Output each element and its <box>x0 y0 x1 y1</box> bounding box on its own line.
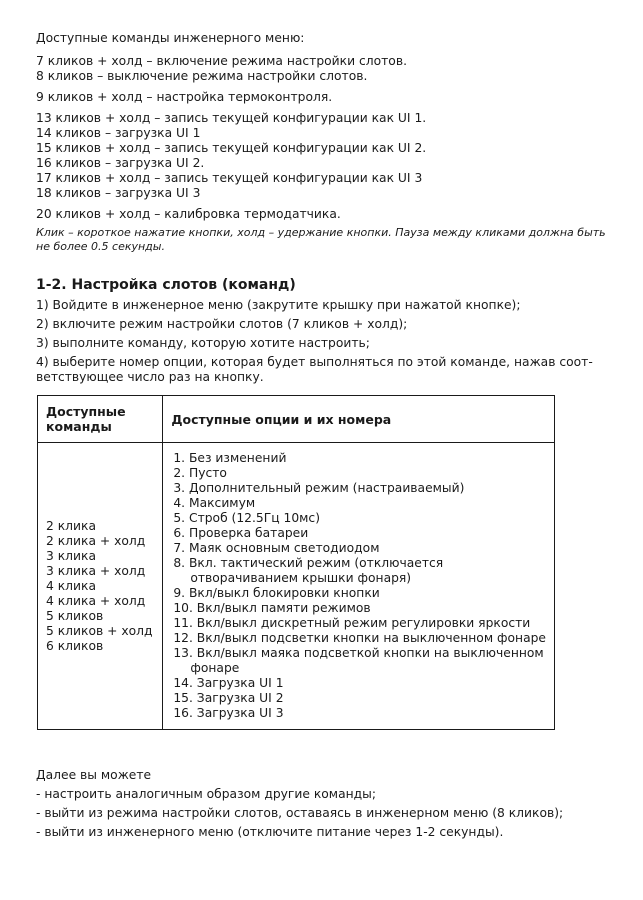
step-item: 4) выберите номер опции, которая будет выполняться по этой команде, нажав соот-ветствующее число раз на кнопку. <box>36 355 593 384</box>
option-item: 10. Вкл/выкл памяти режимов <box>173 601 371 615</box>
options-table <box>37 395 555 730</box>
options-cell <box>163 443 555 730</box>
option-item: 8. Вкл. тактический режим (отключается <box>173 556 444 570</box>
command-item: 4 клика <box>46 578 96 593</box>
command-group <box>36 54 611 84</box>
command-group <box>36 90 611 105</box>
footer-line: - выйти из режима настройки слотов, оставаясь в инженерном меню (8 кликов); <box>36 806 564 820</box>
command-line: 9 кликов + холд – настройка термоконтроля. <box>36 90 333 104</box>
command-line: 18 кликов – загрузка UI 3 <box>36 186 201 200</box>
commands-cell <box>38 443 163 730</box>
option-item: 7. Маяк основным светодиодом <box>173 541 380 555</box>
option-item: 4. Максимум <box>173 496 256 510</box>
option-item: фонаре <box>190 661 240 675</box>
command-item: 2 клика <box>46 518 96 533</box>
option-item: 12. Вкл/выкл подсветки кнопки на выключенном фонаре <box>173 631 546 645</box>
header-commands: Доступные команды <box>38 396 163 443</box>
footer-line: - выйти из инженерного меню (отключите питание через 1-2 секунды). <box>36 825 504 839</box>
step-item: 3) выполните команду, которую хотите настроить; <box>36 336 370 350</box>
command-item: 5 кликов <box>46 608 104 623</box>
option-item: 6. Проверка батареи <box>173 526 309 540</box>
section-title: 1-2. Настройка слотов (команд) <box>36 277 296 293</box>
command-line: 8 кликов – выключение режима настройки слотов. <box>36 69 368 83</box>
command-item: 3 клика <box>46 548 96 563</box>
command-line: 14 кликов – загрузка UI 1 <box>36 126 201 140</box>
footer-text <box>36 768 611 840</box>
command-line: 20 кликов + холд – калибровка термодатчика. <box>36 207 341 221</box>
option-item: 3. Дополнительный режим (настраиваемый) <box>173 481 465 495</box>
option-item: 16. Загрузка UI 3 <box>173 706 284 720</box>
command-item: 3 клика + холд <box>46 563 146 578</box>
command-line: 13 кликов + холд – запись текущей конфигурации как UI 1. <box>36 111 427 125</box>
intro-heading: Доступные команды инженерного меню: <box>36 31 305 45</box>
option-item: 2. Пусто <box>173 466 227 480</box>
header-options: Доступные опции и их номера <box>163 396 555 443</box>
command-line: 16 кликов – загрузка UI 2. <box>36 156 205 170</box>
command-item: 6 кликов <box>46 638 104 653</box>
command-item: 5 кликов + холд <box>46 623 153 638</box>
option-item: 14. Загрузка UI 1 <box>173 676 284 690</box>
command-line: 7 кликов + холд – включение режима настройки слотов. <box>36 54 407 68</box>
steps-list <box>36 298 611 385</box>
command-item: 2 клика + холд <box>46 533 146 548</box>
footer-line: - настроить аналогичным образом другие команды; <box>36 787 376 801</box>
step-item: 1) Войдите в инженерное меню (закрутите крышку при нажатой кнопке); <box>36 298 521 312</box>
option-item: 15. Загрузка UI 2 <box>173 691 284 705</box>
option-item: 9. Вкл/выкл блокировки кнопки <box>173 586 380 600</box>
command-group <box>36 111 611 201</box>
command-line: 15 кликов + холд – запись текущей конфигурации как UI 2. <box>36 141 427 155</box>
click-note: Клик – короткое нажатие кнопки, холд – удержание кнопки. Пауза между кликами должна быть не более 0.5 секунды. <box>36 226 606 253</box>
command-group <box>36 207 611 222</box>
command-item: 4 клика + холд <box>46 593 146 608</box>
option-item: 11. Вкл/выкл дискретный режим регулировки яркости <box>173 616 531 630</box>
step-item: 2) включите режим настройки слотов (7 кликов + холд); <box>36 317 408 331</box>
option-item: отворачиванием крышки фонаря) <box>190 571 412 585</box>
footer-line: Далее вы можете <box>36 768 152 782</box>
option-item: 5. Строб (12.5Гц 10мс) <box>173 511 320 525</box>
command-list <box>36 54 611 222</box>
document-page <box>36 31 611 840</box>
option-item: 13. Вкл/выкл маяка подсветкой кнопки на выключенном <box>173 646 544 660</box>
command-line: 17 кликов + холд – запись текущей конфигурации как UI 3 <box>36 171 423 185</box>
option-item: 1. Без изменений <box>173 451 287 465</box>
